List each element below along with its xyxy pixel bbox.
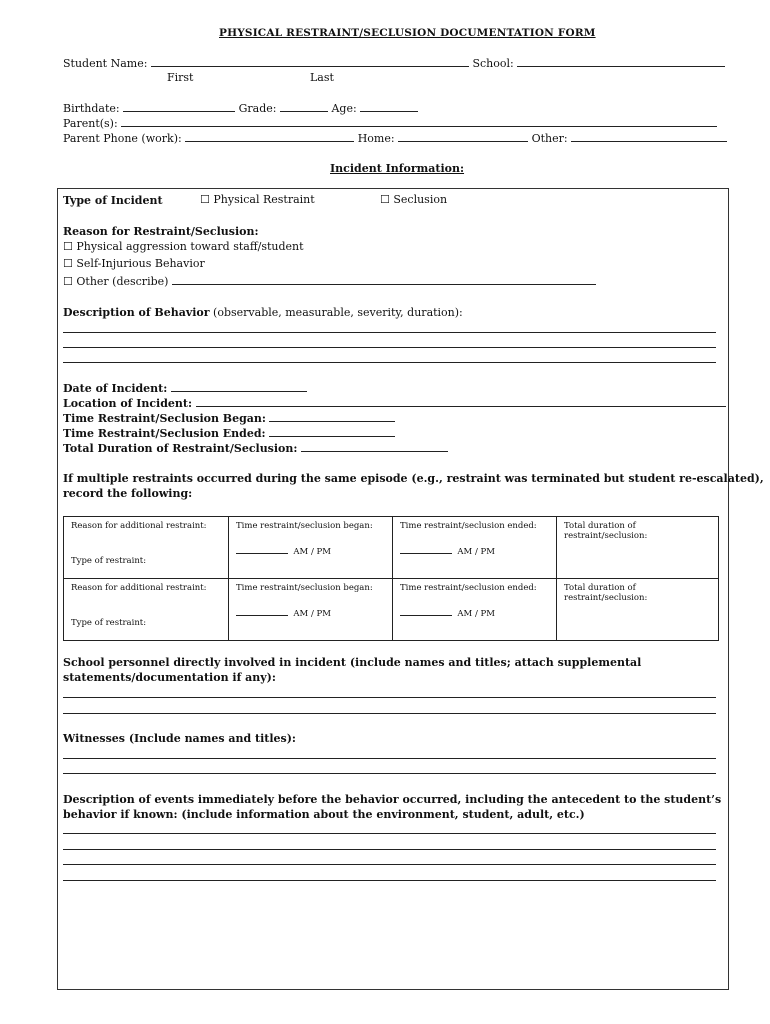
incident-heading: Incident Information:: [330, 162, 465, 175]
events-heading-cont: behavior if known: (include information about the environment, student, adult, etc.): [63, 808, 585, 821]
parent-phone-label: Parent Phone (work):: [63, 132, 182, 145]
home-phone-field[interactable]: [398, 131, 528, 142]
first-label: First: [167, 71, 194, 84]
total-duration-field[interactable]: [301, 441, 448, 452]
location-row: [63, 396, 726, 410]
last-label: Last: [310, 71, 334, 84]
reason-additional-label: Reason for additional restraint:: [71, 521, 207, 531]
reason-other-label: Other (describe): [76, 275, 169, 288]
parent-phone-field[interactable]: [185, 131, 354, 142]
ended-label: Time restraint/seclusion ended:: [400, 521, 537, 531]
physical-restraint-option[interactable]: [200, 193, 315, 206]
ampm-label: AM / PM: [457, 547, 495, 557]
reason-self-injury-option[interactable]: [63, 257, 205, 270]
checkbox-icon[interactable]: ☐: [63, 240, 73, 253]
reason-aggression-label: Physical aggression toward staff/student: [76, 240, 304, 253]
ended-time-field[interactable]: [400, 605, 452, 616]
school-label: School:: [472, 57, 514, 70]
began-cell[interactable]: [229, 579, 393, 641]
witnesses-line[interactable]: [63, 773, 716, 774]
age-label: Age:: [331, 102, 357, 115]
type-of-incident-label: Type of Incident: [63, 194, 163, 207]
ampm-label: AM / PM: [457, 609, 495, 619]
date-row: [63, 381, 307, 395]
description-line[interactable]: [63, 362, 716, 363]
date-field[interactable]: [171, 381, 307, 392]
duration-cell[interactable]: [557, 579, 719, 641]
reason-self-injury-label: Self-Injurious Behavior: [76, 257, 205, 270]
parents-row: [63, 116, 717, 130]
form-title: PHYSICAL RESTRAINT/SECLUSION DOCUMENTATION FORM: [219, 27, 596, 39]
time-ended-label: Time Restraint/Seclusion Ended:: [63, 427, 266, 440]
type-restraint-label: Type of restraint:: [71, 618, 147, 628]
student-name-row: [63, 56, 725, 70]
witnesses-heading: Witnesses (Include names and titles):: [63, 732, 296, 745]
school-field[interactable]: [517, 56, 725, 67]
time-ended-row: [63, 426, 395, 440]
seclusion-label: Seclusion: [393, 193, 448, 206]
other-label: Other:: [531, 132, 568, 145]
age-field[interactable]: [360, 101, 418, 112]
description-line[interactable]: [63, 332, 716, 333]
ended-label: Time restraint/seclusion ended:: [400, 583, 537, 593]
personnel-line[interactable]: [63, 713, 716, 714]
additional-restraint-table: [63, 516, 719, 641]
grade-label: Grade:: [238, 102, 277, 115]
ended-time-field[interactable]: [400, 543, 452, 554]
total-duration-row: [63, 441, 448, 455]
birthdate-label: Birthdate:: [63, 102, 120, 115]
parents-field[interactable]: [121, 116, 717, 127]
witnesses-line[interactable]: [63, 758, 716, 759]
location-field[interactable]: [196, 396, 726, 407]
began-time: [236, 543, 385, 557]
seclusion-option[interactable]: [380, 193, 447, 206]
checkbox-icon[interactable]: ☐: [200, 193, 210, 206]
checkbox-icon[interactable]: ☐: [63, 257, 73, 270]
time-ended-field[interactable]: [269, 426, 395, 437]
duration-label: Total duration of: [564, 521, 636, 531]
duration-label-cont: restraint/seclusion:: [564, 593, 648, 603]
total-duration-label: Total Duration of Restraint/Seclusion:: [63, 442, 298, 455]
home-label: Home:: [357, 132, 395, 145]
time-began-row: [63, 411, 395, 425]
physical-restraint-label: Physical Restraint: [213, 193, 315, 206]
description-row: [63, 306, 463, 319]
table-row: [64, 579, 719, 641]
duration-label-cont: restraint/seclusion:: [564, 531, 648, 541]
time-began-field[interactable]: [269, 411, 395, 422]
events-line[interactable]: [63, 849, 716, 850]
personnel-heading-cont: statements/documentation if any):: [63, 671, 276, 684]
reason-aggression-option[interactable]: [63, 240, 304, 253]
duration-label: Total duration of: [564, 583, 636, 593]
checkbox-icon[interactable]: ☐: [63, 275, 73, 288]
ampm-label: AM / PM: [293, 609, 331, 619]
student-name-field[interactable]: [151, 56, 469, 67]
multiple-heading: If multiple restraints occurred during the same episode (e.g., restraint was terminated but student re-escalated),: [63, 472, 764, 485]
description-label: Description of Behavior: [63, 306, 210, 319]
events-line[interactable]: [63, 880, 716, 881]
events-line[interactable]: [63, 864, 716, 865]
time-began-label: Time Restraint/Seclusion Began:: [63, 412, 266, 425]
location-label: Location of Incident:: [63, 397, 193, 410]
events-line[interactable]: [63, 833, 716, 834]
description-line[interactable]: [63, 347, 716, 348]
reason-heading: Reason for Restraint/Seclusion:: [63, 225, 259, 238]
multiple-heading-cont: record the following:: [63, 487, 193, 500]
reason-other-field[interactable]: [172, 274, 596, 285]
ampm-label: AM / PM: [293, 547, 331, 557]
ended-cell[interactable]: [393, 579, 557, 641]
table-row: [64, 517, 719, 579]
ended-time: [400, 605, 549, 619]
reason-other-option[interactable]: [63, 274, 596, 288]
date-label: Date of Incident:: [63, 382, 168, 395]
began-cell[interactable]: [229, 517, 393, 579]
reason-cell[interactable]: [64, 517, 229, 579]
ended-time: [400, 543, 549, 557]
reason-cell[interactable]: [64, 579, 229, 641]
began-label: Time restraint/seclusion began:: [236, 521, 373, 531]
personnel-heading: School personnel directly involved in incident (include names and titles; attach supplemental: [63, 656, 642, 669]
parents-label: Parent(s):: [63, 117, 118, 130]
parent-phone-row: [63, 131, 727, 145]
grade-field[interactable]: [280, 101, 328, 112]
personnel-line[interactable]: [63, 697, 716, 698]
other-phone-field[interactable]: [571, 131, 727, 142]
began-label: Time restraint/seclusion began:: [236, 583, 373, 593]
birthdate-field[interactable]: [123, 101, 235, 112]
reason-additional-label: Reason for additional restraint:: [71, 583, 207, 593]
description-hint: (observable, measurable, severity, duration):: [213, 306, 463, 319]
type-restraint-label: Type of restraint:: [71, 556, 147, 566]
student-name-label: Student Name:: [63, 57, 148, 70]
began-time: [236, 605, 385, 619]
checkbox-icon[interactable]: ☐: [380, 193, 390, 206]
began-time-field[interactable]: [236, 605, 288, 616]
duration-cell[interactable]: [557, 517, 719, 579]
birthdate-row: [63, 101, 418, 115]
ended-cell[interactable]: [393, 517, 557, 579]
began-time-field[interactable]: [236, 543, 288, 554]
events-heading: Description of events immediately before the behavior occurred, including the antecedent to the student’s: [63, 793, 722, 806]
